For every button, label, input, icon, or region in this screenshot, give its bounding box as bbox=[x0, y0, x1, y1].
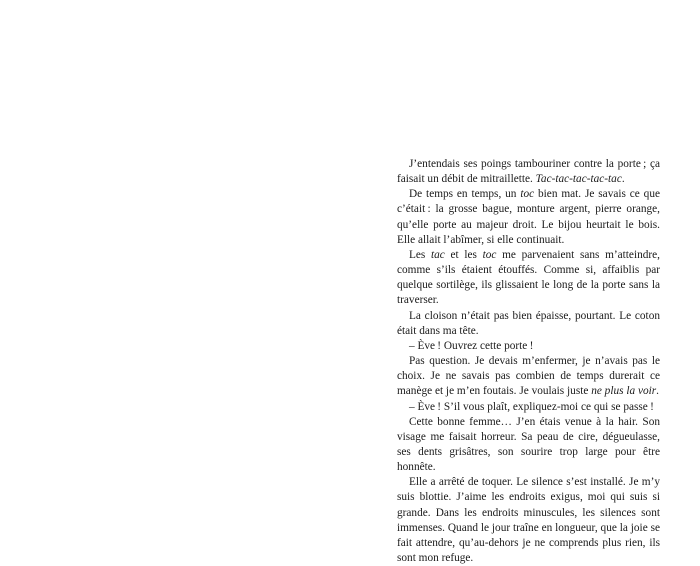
paragraph-text: bien mat. Je savais ce que c’était : la grosse bague, monture argent, pierre orange, qu’elle porte au majeur droit. Le bijou heurtait le bois. Elle allait l’abîmer, si elle continuait. bbox=[397, 188, 660, 246]
paragraph bbox=[397, 248, 660, 309]
dialogue-line bbox=[397, 339, 660, 354]
paragraph-text: Les bbox=[409, 248, 431, 261]
dialogue-text: – Ève ! S’il vous plaît, expliquez-moi ce qui se passe ! bbox=[409, 400, 654, 413]
paragraph-text-italic: tac bbox=[431, 248, 445, 261]
paragraph-text: De temps en temps, un bbox=[409, 188, 521, 201]
paragraph bbox=[397, 475, 660, 566]
paragraph-text: . bbox=[621, 173, 625, 186]
dialogue-line bbox=[397, 400, 660, 415]
paragraph bbox=[397, 187, 660, 248]
paragraph-text: Elle a arrêté de toquer. Le silence s’est installé. Je m’y suis blottie. J’aime les endroits exigus, moi qui suis si grande. Dans les endroits minuscules, les silences sont immenses. Quand le jour traîne en longueur, que la joie se fait attendre, qu’au-dehors je ne comprends plus rien, ils sont mon refuge. bbox=[397, 476, 660, 565]
paragraph-text: La cloison n’était pas bien épaisse, pourtant. Le coton était dans ma tête. bbox=[397, 309, 660, 337]
paragraph-text-italic: ne plus la voir bbox=[591, 385, 657, 398]
paragraph-text: Pas question. Je devais m’enfermer, je n’avais pas le choix. Je ne savais pas combien de temps durerait ce manège et je m’en foutais. Je voulais juste bbox=[397, 355, 660, 398]
paragraph-text: Cette bonne femme… J’en étais venue à la hair. Son visage me faisait horreur. Sa peau de cire, dégueulasse, ses dents grisâtres, son sourire trop large pour être honnête. bbox=[397, 415, 660, 474]
paragraph-text-italic: Tac-tac-tac-tac-tac bbox=[535, 173, 622, 186]
paragraph-text: et les bbox=[444, 248, 483, 261]
dialogue-text: – Ève ! Ouvrez cette porte ! bbox=[409, 339, 534, 352]
paragraph bbox=[397, 309, 660, 339]
paragraph-text: me parvenaient sans m’atteindre, comme s’ils étaient étouffés. Comme si, affaiblis par quelque sortilège, ils glissaient le long de la porte sans la traverser. bbox=[397, 248, 660, 307]
book-page-text bbox=[397, 157, 660, 566]
paragraph bbox=[397, 157, 660, 187]
paragraph-text-italic: toc bbox=[520, 188, 535, 201]
paragraph-text: J’entendais ses poings tambouriner contre la porte ; ça faisait un débit de mitraillette. bbox=[397, 158, 660, 186]
paragraph-text: . bbox=[656, 385, 659, 398]
paragraph bbox=[397, 354, 660, 399]
paragraph-text-italic: toc bbox=[482, 248, 497, 261]
paragraph bbox=[397, 415, 660, 476]
